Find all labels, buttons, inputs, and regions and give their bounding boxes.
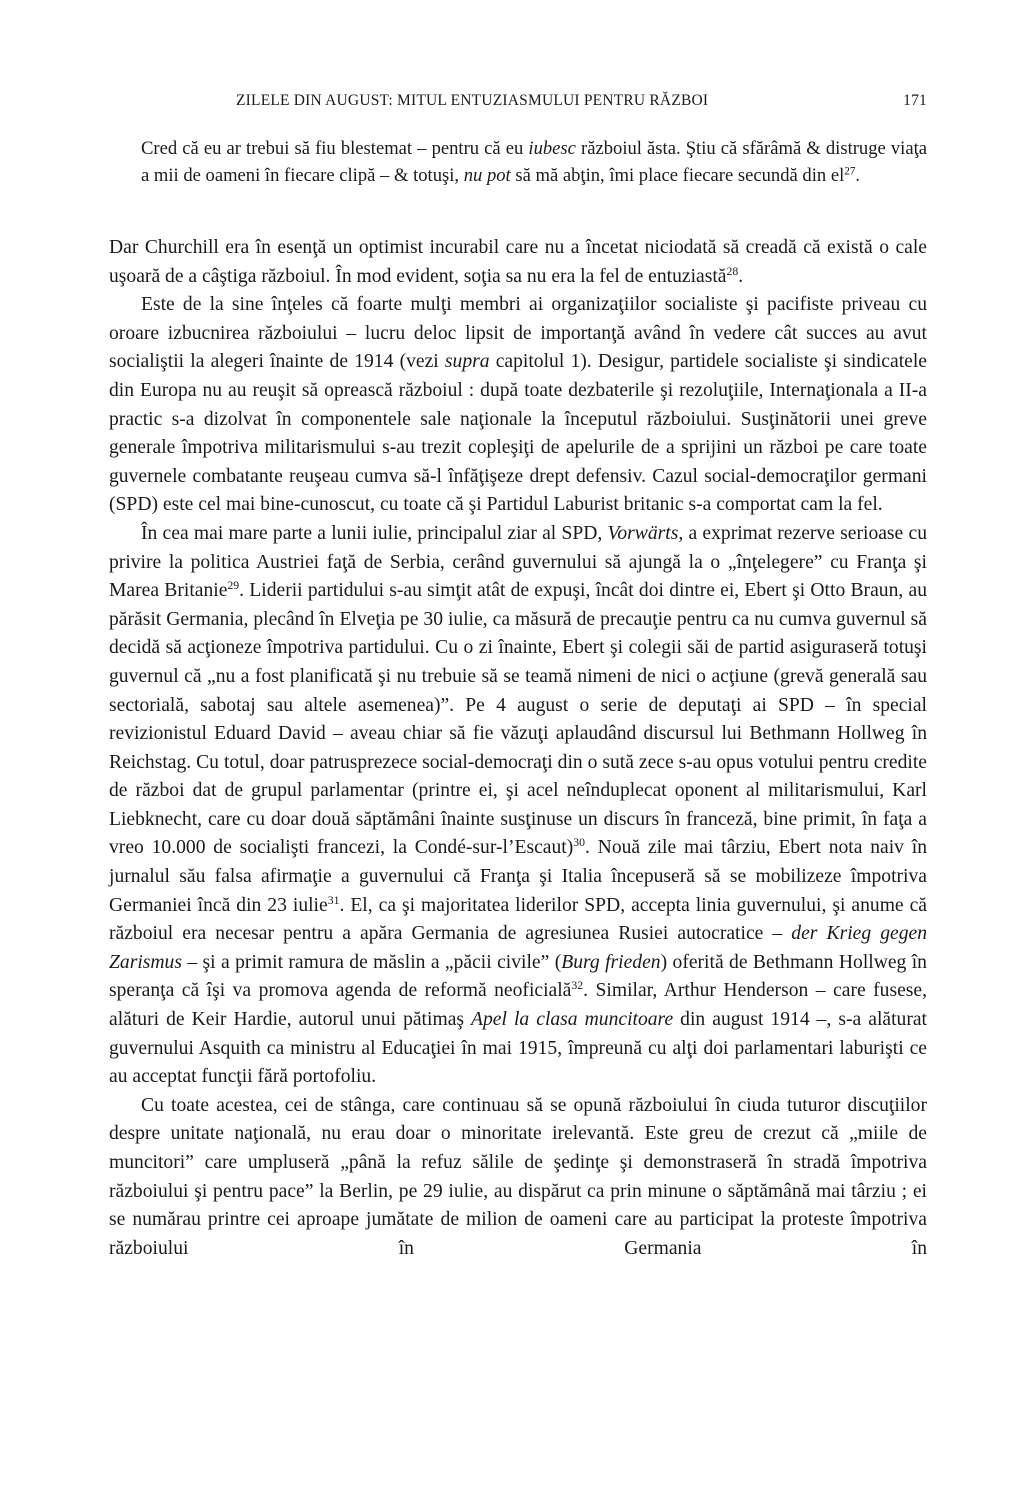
paragraph: [109, 1092, 927, 1264]
italic-text: iubesc: [528, 138, 576, 159]
block-quote: [141, 136, 927, 189]
block-quote-text: [141, 136, 927, 189]
footnote-ref: 29: [227, 579, 240, 593]
text-run: .: [738, 265, 744, 287]
text-run: ) oferită de Bethmann Hollweg în speranţa că îşi va promova agenda de reformă neoficială: [109, 951, 927, 1002]
text-run: . El, ca şi majoritatea liderilor SPD, accepta linia guvernului, şi anume că războiul era necesar pentru a apăra Germania de agresiunea Rusiei autocratice –: [109, 894, 927, 945]
running-title: ZILELE DIN AUGUST: MITUL ENTUZIASMULUI PENTRU RĂZBOI: [236, 92, 709, 109]
text-run: , a exprimat rezerve serioase cu privire la politica Austriei faţă de Serbia, cerând guvernului să ajungă la o „înţelegere” cu Franţa şi Marea Britanie: [109, 522, 927, 602]
text-run: capitolul 1). Desigur, partidele socialiste şi sindicatele din Europa nu au reuşit să oprească războiul : după toate dezbaterile şi rezoluţiile, Internaţionala a II-a practic s-a dizolvat în componentele sale naţionale la începutul războiului. Susţinătorii unei greve generale împotriva militarismului s-au trezit copleşiţi de apelurile de a sprijini un război pe care toate guvernele combatante reuşeau cumva să-l înfăţişeze drept defensiv. Cazul social-democraţilor germani (SPD) este cel mai bine-cunoscut, cu toate că şi Partidul Laburist britanic s-a comportat cam la fel.: [109, 351, 927, 516]
italic-text: der Krieg gegen Zarismus: [109, 923, 927, 973]
text-run: Dar Churchill era în esenţă un optimist incurabil care nu a încetat niciodată să creadă că există o cale uşoară de a câştiga războiul. În mod evident, soţia sa nu era la fel de entuziastă: [109, 237, 927, 287]
paragraph: [109, 234, 927, 291]
text-run: războiul ăsta. Ştiu că sfărâmă & distruge viaţa a mii de oameni în fiecare clipă – & totuşi,: [141, 138, 927, 186]
paragraph: [109, 291, 927, 520]
text-run: Este de la sine înţeles că foarte mulţi membri ai organizaţiilor socialiste şi pacifiste priveau cu oroare izbucnirea războiului – lucru deloc lipsit de importanţă având în vedere cât succes au avut socialiştii la alegeri înainte de 1914 (vezi: [109, 294, 927, 373]
text-run: Cred că eu ar trebui să fiu blestemat – pentru că eu: [141, 138, 529, 159]
text-run: din august 1914 –, s-a alăturat guvernului Asquith ca ministru al Educaţiei în mai 1915, împreună cu alţi doi parlamentari laburişti ce au acceptat funcţii fără portofoliu.: [109, 1009, 927, 1088]
text-run: să mă abţin, îmi place fiecare secundă din el: [510, 164, 845, 186]
text-run: .: [855, 164, 861, 186]
page-number: 171: [903, 92, 927, 109]
italic-text: supra: [444, 351, 490, 373]
text-run: . Nouă zile mai târziu, Ebert nota naiv în jurnalul său falsa afirmaţie a guvernului că Franţa şi Italia începuseră să se mobilizeze împotriva Germaniei încă din 23 iulie: [109, 837, 927, 916]
text-run: . Liderii partidului s-au simţit atât de expuşi, încât doi dintre ei, Ebert şi Otto Braun, au părăsit Germania, plecând în Elveţia pe 30 iulie, ca măsură de precauţie pentru ca nu cumva guvernul să decidă să acţioneze împotriva partidului. Cu o zi înainte, Ebert şi colegii săi de partid asiguraseră totuşi guvernul că „nu a fost planificată şi nu trebuie să se teamă nimeni de nici o acţiune (grevă generală sau sectorială, sabotaj sau altele asemenea)”. Pe 4 august o serie de deputaţi ai SPD – în special revizionistul Eduard David – aveau chiar să fie văzuţi aplaudând discursul lui Bethmann Hollweg în Reichstag. Cu totul, doar patrusprezece social-democraţi din o sută zece s-au opus votului pentru credite de război dat de grupul parlamentar (printre ei, şi acel neînduplecat oponent al militarismului, Karl Liebknecht, care cu doar două săptămâni înainte susţinuse un discurs în franceză, bine primit, în faţa a vreo 10.000 de socialişti francezi, la Condé-sur-l’Escaut): [109, 580, 927, 859]
footnote-ref: 27: [844, 164, 856, 177]
text-run: . Similar, Arthur Henderson – care fusese, alături de Keir Hardie, autorul unui pătimaş: [109, 980, 928, 1031]
footnote-ref: 32: [571, 979, 584, 993]
footnote-ref: 31: [327, 893, 340, 907]
footnote-ref: 30: [573, 836, 585, 850]
body-text: [109, 234, 927, 1263]
text-run: Cu toate acestea, cei de stânga, care continuau să se opună războiului în ciuda tuturor discuţiilor despre unitate naţională, nu erau doar o minoritate irelevantă. Este greu de crezut că „miile de muncitori” care umpluseră „până la refuz sălile de şedinţe şi demonstraseră în stradă împotriva războiului şi pentru pace” la Berlin, pe 29 iulie, au dispărut ca prin minune o săptămână mai târziu ; ei se numărau printre cei aproape jumătate de milion de oameni care au participat la proteste împotriva războiului în Germania în: [109, 1094, 927, 1259]
text-run: – şi a primit ramura de măslin a „păcii civile” (: [181, 951, 562, 973]
italic-text: Vorwärts: [607, 522, 679, 544]
running-header: [109, 92, 927, 114]
text-run: În cea mai mare parte a lunii iulie, principalul ziar al SPD,: [141, 522, 608, 544]
footnote-ref: 28: [726, 264, 739, 278]
italic-text: nu pot: [463, 164, 511, 186]
italic-text: Burg frieden: [561, 951, 661, 973]
paragraph: [109, 520, 927, 1092]
italic-text: Apel la clasa muncitoare: [471, 1009, 674, 1031]
